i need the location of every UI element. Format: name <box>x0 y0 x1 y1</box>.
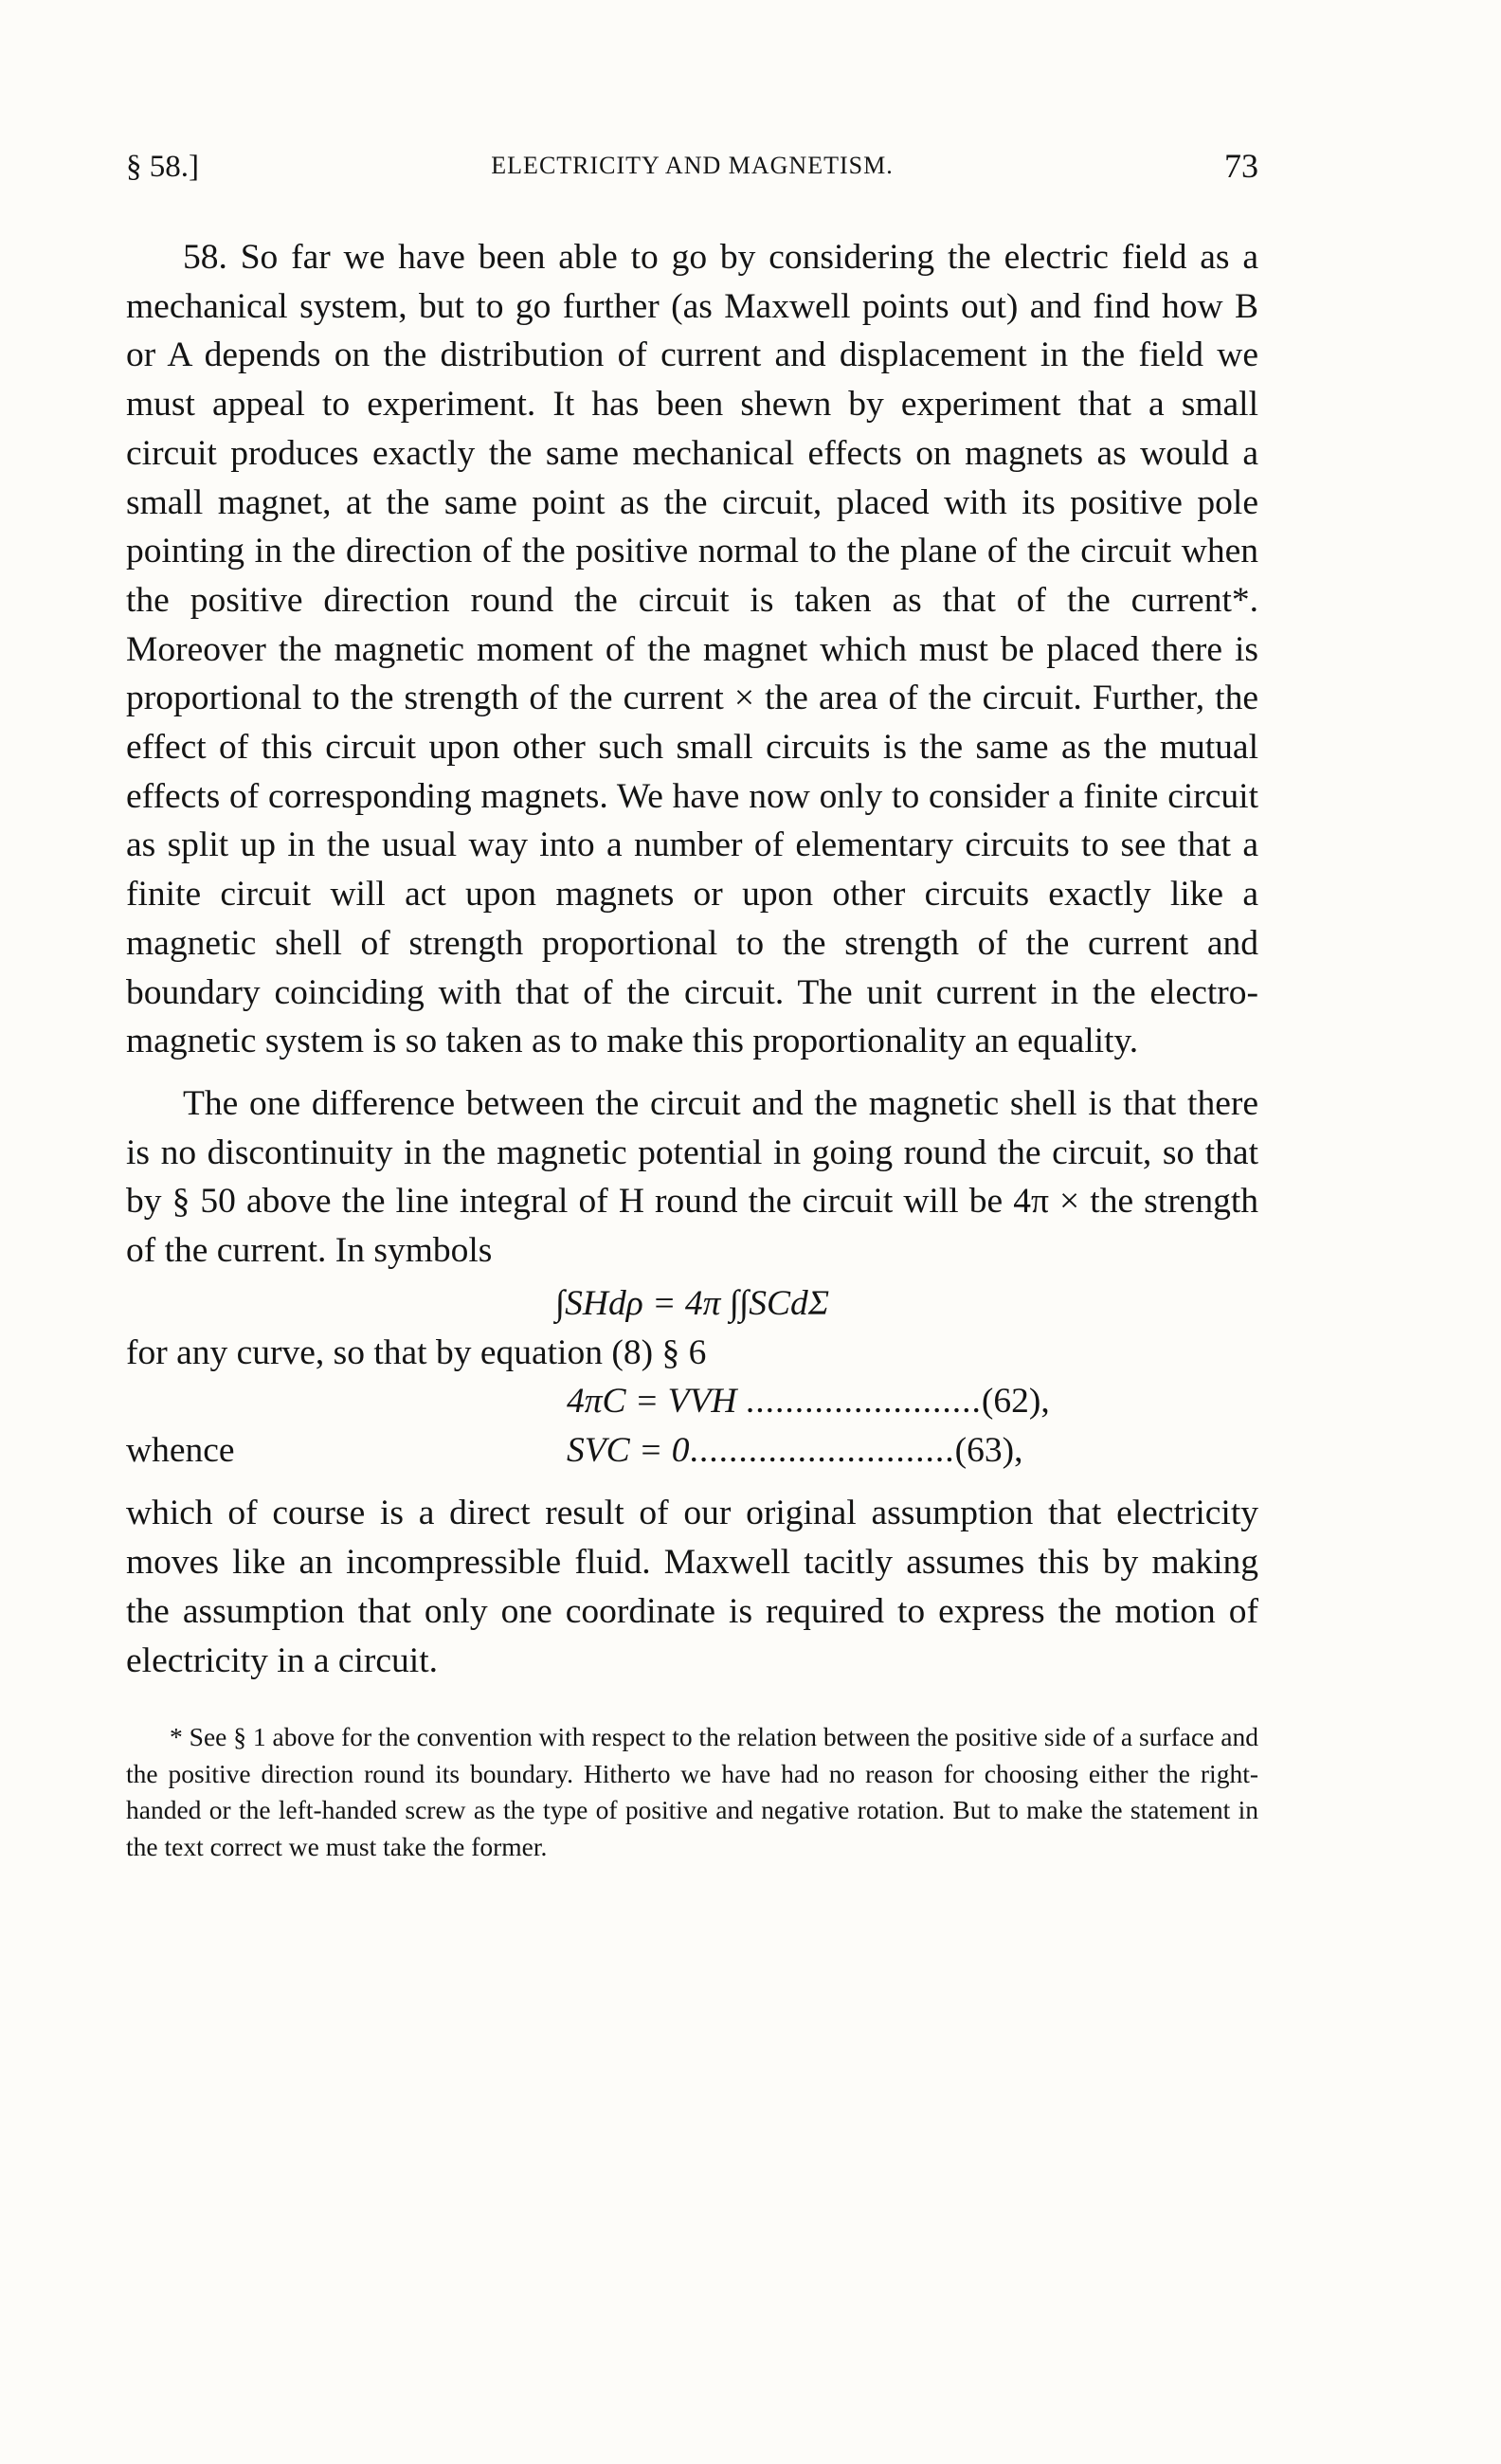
equation-63-leader: ........................... <box>689 1431 955 1471</box>
running-header <box>126 142 1258 195</box>
footnote <box>126 1719 1258 1865</box>
paragraph-difference: The one difference between the circuit and the magnetic shell is that there is no discontinuity in the magnetic potential in going round the circuit, so that by § 50 above the line integral of H round the circuit will be 4π × the strength of the current. In symbols <box>126 1083 1258 1271</box>
equation-63-expression: SVC = 0 <box>567 1431 690 1471</box>
equation-63-body <box>567 1426 1022 1476</box>
equation-line-integral: ∫SHdρ = 4π ∫∫SCdΣ <box>554 1283 830 1323</box>
header-section-ref: § 58.] <box>126 150 199 184</box>
book-page <box>126 142 1258 1865</box>
paragraph-58: 58. So far we have been able to go by considering the electric field as a mechanical system, but to go further (as Maxwell points out) and find how B or A depends on the distribution of current and displacement in the field we must appeal to experiment. It has been shewn by experiment that a small circuit produces exactly the same mechanical effects on magnets as would a small magnet, at the same point as the circuit, placed with its positive pole pointing in the direction of the positive normal to the plane of the circuit when the positive direction round the circuit is taken as that of the current*. Moreover the magnetic moment of the magnet which must be placed there is proportional to the strength of the current × the area of the circuit. Further, the effect of this circuit upon other such small circuits is the same as the mutual effects of corresponding magnets. We have now only to consider a finite circuit as split up in the usual way into a number of elementary circuits to see that a finite circuit will act upon magnets or upon other circuits exactly like a magnetic shell of strength proportional to the strength of the current and boundary coinciding with that of the circuit. The unit current in the electro-magnetic system is so taken as to make this proportionality an equality. <box>126 238 1258 1061</box>
equation-62-label: (62), <box>981 1382 1050 1422</box>
page-number: 73 <box>1224 147 1258 185</box>
equation-62-expression: 4πC = VVH <box>567 1382 737 1422</box>
footnote-text: * See § 1 above for the convention with respect to the relation between the positive side of a surface and the positive direction round its boundary. Hitherto we have had no reason for choosing either the right-handed or the left-handed screw as the type of positive and negative rotation. But to make the statement in the text correct we must take the former. <box>126 1722 1258 1861</box>
page-body <box>126 233 1258 1865</box>
equation-63 <box>126 1426 1258 1476</box>
header-title: ELECTRICITY AND MAGNETISM. <box>491 152 894 179</box>
paragraph-incompressible: which of course is a direct result of our original assumption that electricity moves like an incompressible fluid. Maxwell tacitly assumes this by making the assumption that only one coordinate is required to express the motion of electricity in a circuit. <box>126 1494 1258 1680</box>
equation-62 <box>126 1377 1258 1426</box>
equation-62-leader: ........................ <box>745 1382 982 1422</box>
equation-63-lead: whence <box>126 1431 235 1471</box>
paragraph-any-curve: for any curve, so that by equation (8) § 6 <box>126 1332 707 1372</box>
equation-63-label: (63), <box>954 1431 1023 1471</box>
equation-62-body <box>567 1377 1050 1426</box>
